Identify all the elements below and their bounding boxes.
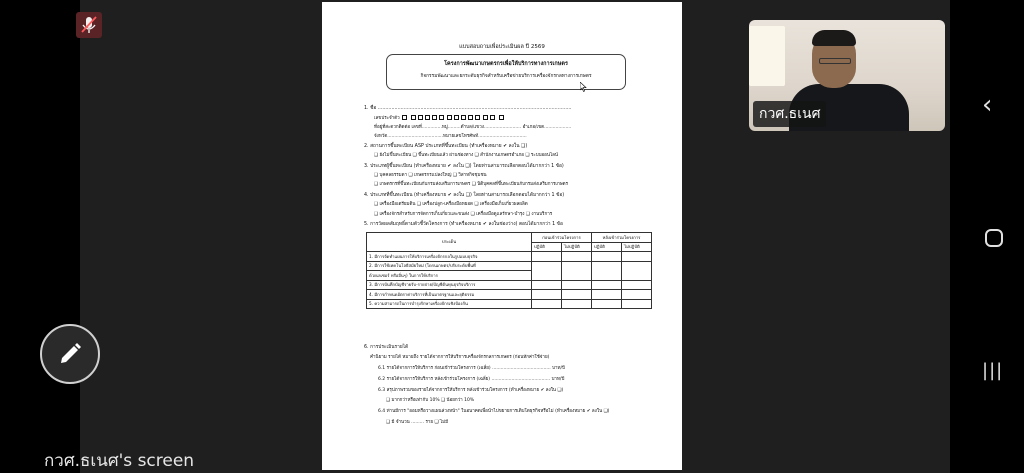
table-head-before: ก่อนเข้าร่วมโครงการ [532,233,592,243]
nav-back-button[interactable]: ‹ [982,90,993,120]
presenter-hair [812,30,856,46]
section-6: 6. การประเมินรายได้ [364,345,409,350]
section-6-4-options: ❑ มี จำนวน ......... ราย ❑ ไม่มี [386,420,449,425]
section-4-options-1: ❑ เครื่องมือเตรียมดิน ❑ เครื่องปลูก-เครื่องมือหยอด ❑ เครื่องมือเก็บเกี่ยวผลผลิต [374,202,528,207]
id-number-label: เลขประจำตัว [374,116,400,121]
address-row: ที่อยู่ที่สะดวกติดต่อ เลขที่..............หมู่.........ตำบล/แขวง.......................... อำเภอ/เขต................... [374,125,572,130]
table-head-after: หลังเข้าร่วมโครงการ [592,233,652,243]
nav-home-button[interactable] [984,228,1004,248]
table-row: 2. มีการใช้เทคโนโลยีสมัยใหม่ (โดรนเกษตร/ปรับระดับพื้นที่ [367,261,652,271]
table-sub-not: ไม่ปฏิบัติ [622,242,652,252]
section-4-options-2: ❑ เครื่องจักรสำหรับการจัดการเก็บเกี่ยวและขนส่ง ❑ เครื่องมือดูแลรักษา-บำรุง ❑ งานบริการ [374,212,553,217]
section-6-3-options: ❑ มากกว่าหรือเท่ากับ 10% ❑ น้อยกว่า 10% [386,398,475,403]
section-1: 1. ชื่อ ............................................................................................................................... [364,106,572,111]
section-3: 3. ประเภทผู้ขึ้นทะเบียน (ทำเครื่องหมาย ✔ ลงใน ❑) โดยท่านสามารถเลือกตอบได้มากกว่า 1 ข้อ) [364,164,564,169]
section-6-definition: คำนิยาม รายได้ หมายถึง รายได้จากการให้บริการเครื่องจักรกลการเกษตร (ก่อนหักค่าใช้จ่าย) [370,355,550,360]
document-header: แบบสอบถามเพื่อประเมินผล ปี 2569 [459,44,545,50]
document-subtitle: กิจกรรมพัฒนาและยกระดับธุรกิจสำหรับเครือข่ายบริการเครื่องจักรกลทางการเกษตร [420,73,592,79]
mouse-cursor-icon [580,82,588,92]
document-title-box [386,54,626,90]
section-2-options: ❑ ยังไม่ขึ้นทะเบียน ❑ ขึ้นทะเบียนแล้ว ผ่านช่องทาง ❑ สำนักงานเกษตรอำเภอ ❑ ระบบออนไลน์ [374,153,559,158]
section-3-options-1: ❑ บุคคลธรรมดา ❑ เกษตรกรแปลงใหญ่ ❑ วิสาหกิจชุมชน [374,173,487,178]
table-row: 5. ความสามารถในการบำรุงรักษาเครื่องจักรเชิงป้องกัน [367,299,652,309]
nav-recents-button[interactable]: ||| [982,360,1004,381]
mic-muted-icon[interactable] [76,12,102,38]
document-title: โครงการพัฒนาเกษตรกรเพื่อให้บริการทางการเกษตร [444,61,568,67]
evaluation-table [366,232,652,309]
table-sub-not: ไม่ปฏิบัติ [562,242,592,252]
table-sub-do: ปฏิบัติ [592,242,622,252]
section-5: 5. การวัดผลสัมฤทธิ์ตามตัวชี้วัดโครงการ (ทำเครื่องหมาย ✔ ลงในช่องว่าง) ตอบได้มากกว่า 1 ข้อ [364,222,563,227]
id-number-row [374,115,505,122]
section-2: 2. สถานการขึ้นทะเบียน ASP ประเภทที่ขึ้นทะเบียน (ทำเครื่องหมาย ✔ ลงใน ❑) [364,144,528,149]
presenter-glasses [819,58,851,64]
table-row: 1. มีการจัดทำแผนการให้บริการเครื่องจักรกลในรูปแบบธุรกิจ [367,252,652,262]
table-row: 3. มีการบันทึกบัญชีรายรับ-รายจ่าย/บัญชีต้นทุนธุรกิจบริการ [367,280,652,290]
table-row: ด้วยเลเซอร์ หรืออื่นๆ) ในการให้บริการ [367,271,652,281]
province-row: จังหวัด.......................................หมายเลขโทรศัพท์.................................. [374,134,527,139]
table-sub-do: ปฏิบัติ [532,242,562,252]
table-head-topic: ประเด็น [367,233,532,252]
table-row: 4. มีการกำหนดอัตราค่าบริการที่เป็นมาตรฐานและยุติธรรม [367,290,652,300]
background-lamp [749,26,785,86]
screen-share-label: กวศ.ธเนศ's screen [44,451,195,471]
android-nav-bar [950,0,1024,473]
presenter-name-label: กวศ.ธเนศ [753,101,826,127]
section-4: 4. ประเภทที่ขึ้นทะเบียน (ทำเครื่องหมาย ✔ ลงใน ❑) โดยท่านสามารถเลือกตอบได้มากกว่า 1 ข้อ) [364,193,565,198]
pencil-icon[interactable] [40,324,100,384]
shared-document [322,2,682,470]
section-6-2: 6.2 รายได้จากการให้บริการ หลังเข้าร่วมโครงการ (เฉลี่ย) ......................................... บาท/ปี [378,377,565,382]
section-6-3: 6.3 สรุปภาพรวมของรายได้จากการให้บริการ หลังเข้าร่วมโครงการ (ทำเครื่องหมาย ✔ ลงใน ❑) [378,388,564,393]
section-6-4: 6.4 ท่านมีการ "ออมหรือวางแผนล่วงหน้า" ในอนาคตเพื่อนำไปขยายการเติบโตธุรกิจหรือไม่ (ทำเครื่องหมาย ✔ ลงใน ❑) [378,409,610,414]
section-3-options-2: ❑ เกษตรกรที่ขึ้นทะเบียนกับกรมส่งเสริมการเกษตร ❑ นิติบุคคลที่ขึ้นทะเบียนกับกรมส่งเสริมการเกษตร [374,182,568,187]
section-6-1: 6.1 รายได้จากการให้บริการ ก่อนเข้าร่วมโครงการ (เฉลี่ย) ......................................... บาท/ปี [378,366,565,371]
